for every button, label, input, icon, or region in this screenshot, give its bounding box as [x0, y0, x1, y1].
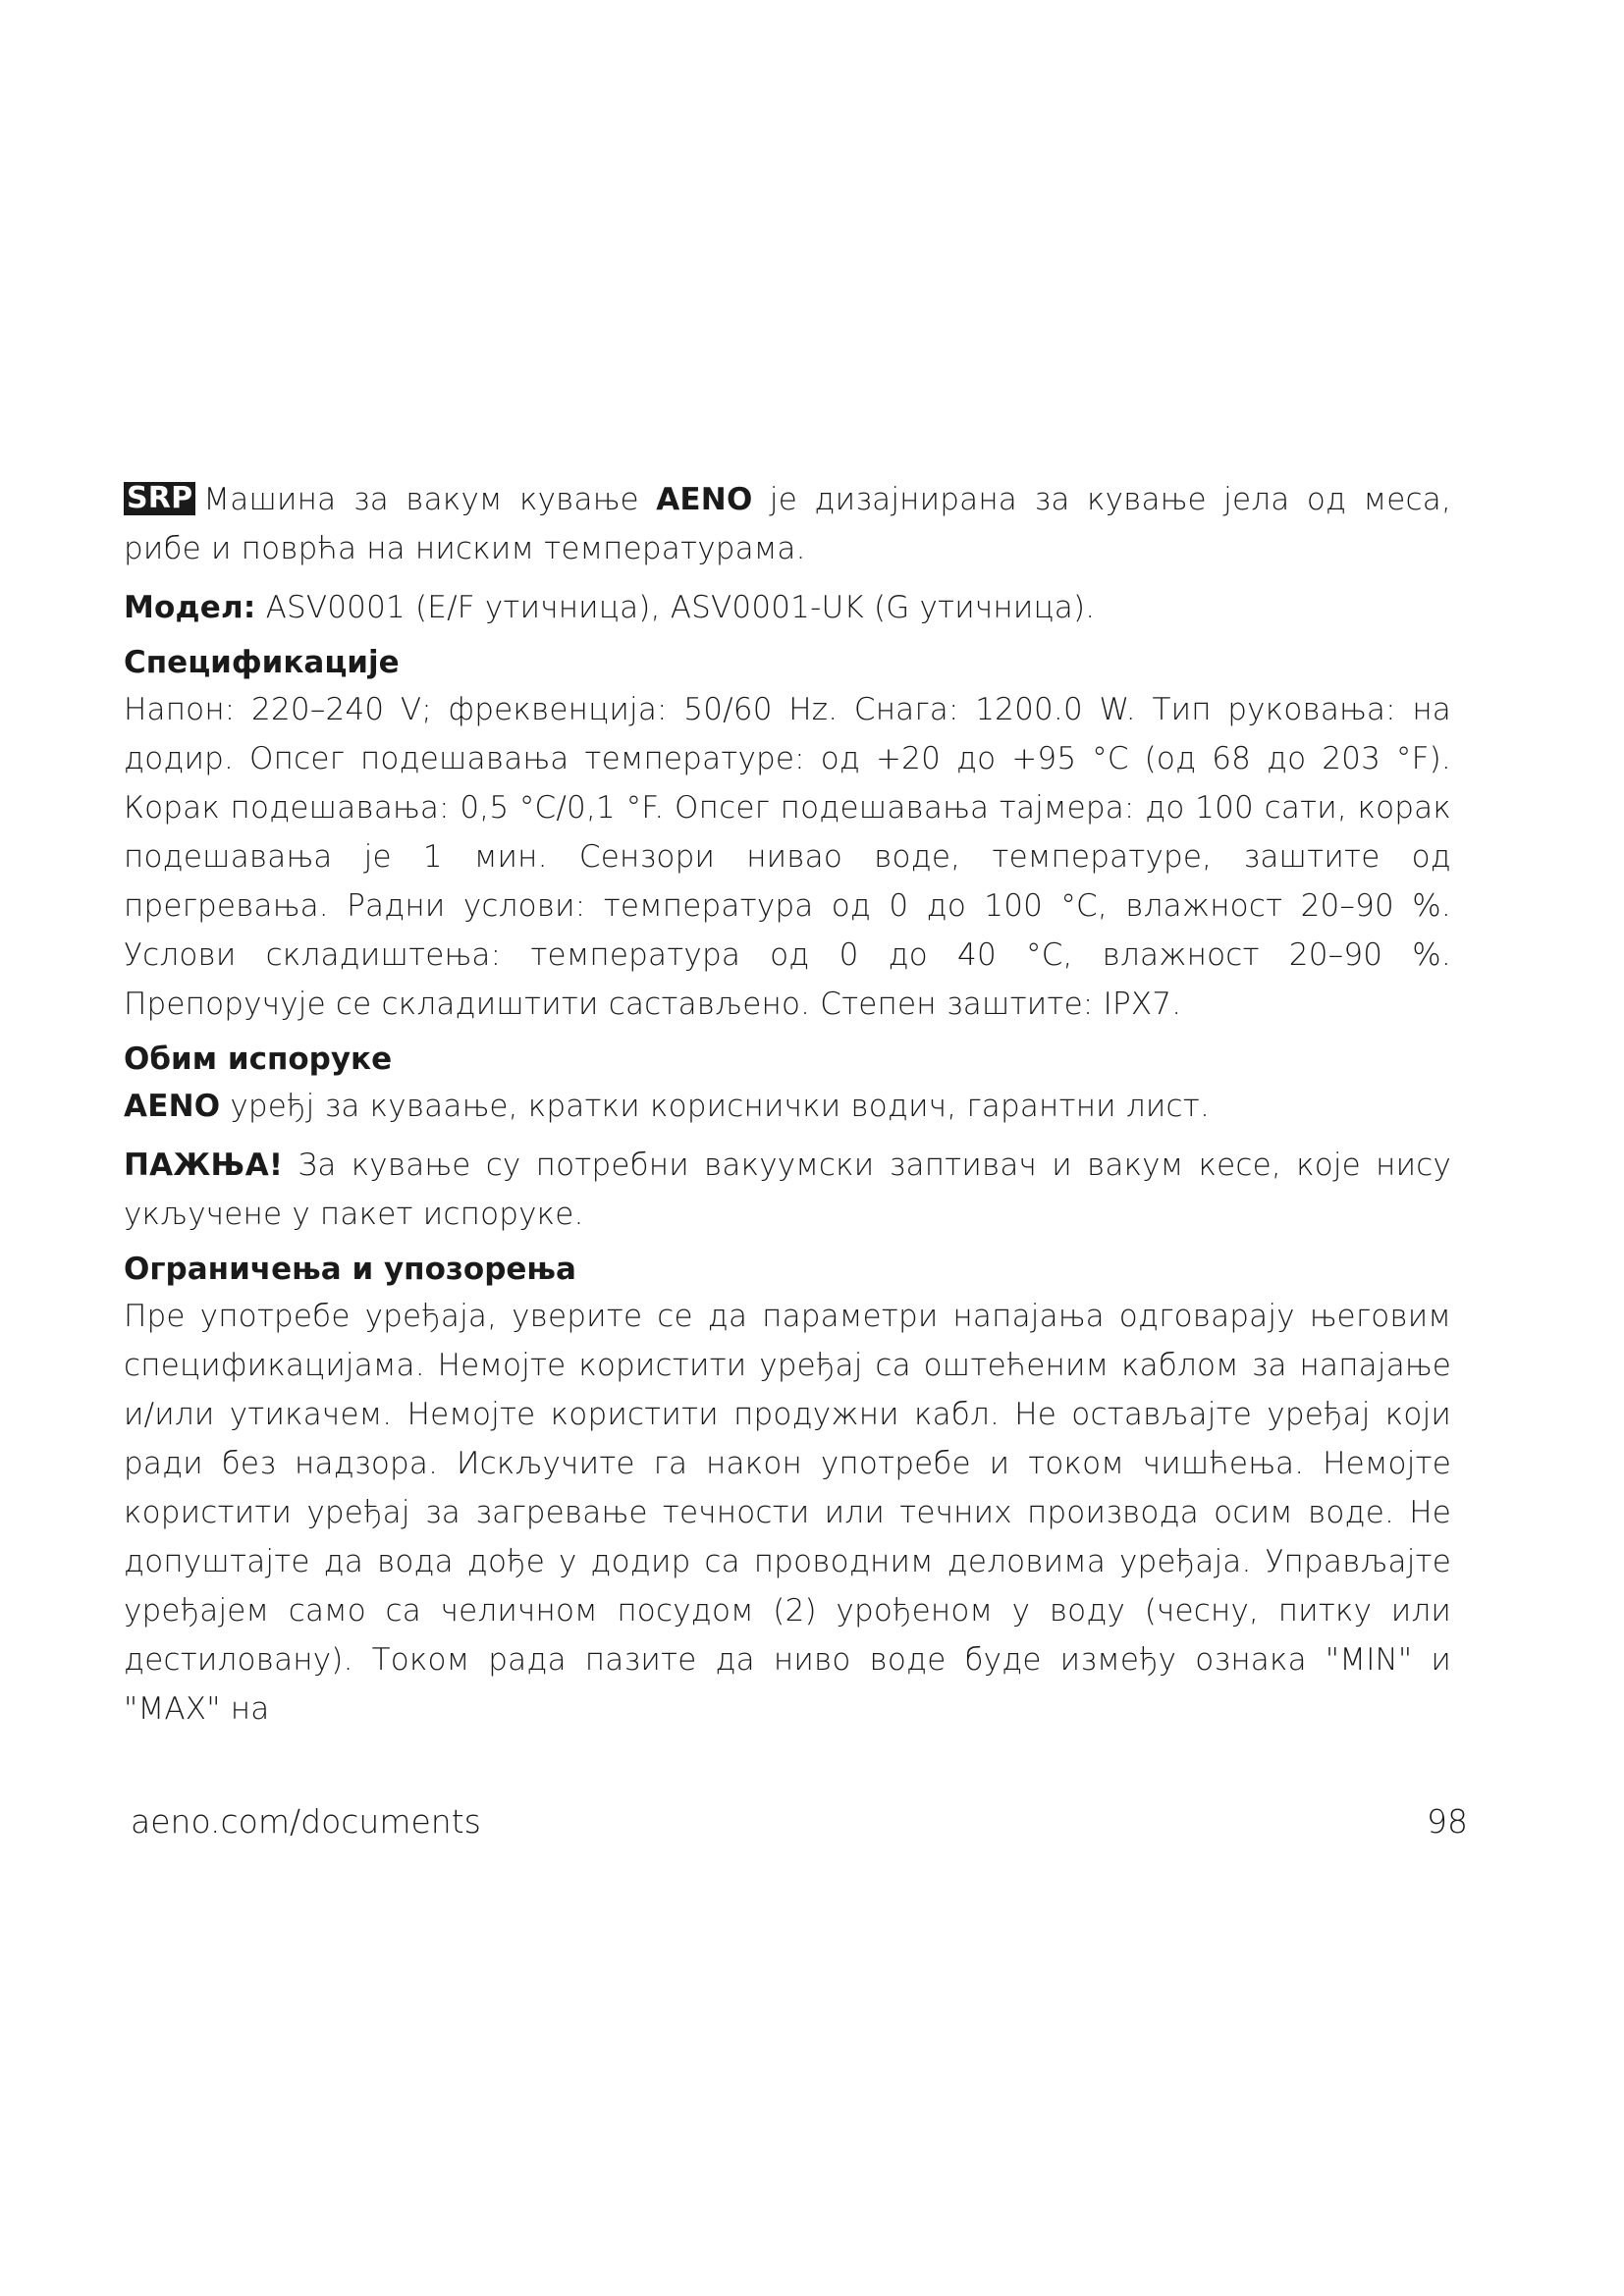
warning-text: За кување су потребни вакуумски заптивач и вакум кесе, које нису укључене у пакет испоруке.	[124, 1148, 1451, 1232]
intro-text-start: Машина за вакум кување	[203, 482, 657, 517]
delivery-heading: Обим испоруке	[124, 1041, 393, 1077]
delivery-paragraph	[124, 1082, 1451, 1131]
model-label: Модел:	[124, 590, 256, 625]
restrictions-heading: Ограничења и упозорења	[124, 1252, 576, 1287]
page-content	[124, 475, 1451, 1734]
language-badge: SRP	[124, 482, 195, 515]
warning-label: ПАЖЊА!	[124, 1148, 284, 1183]
delivery-text: уређј за куваање, кратки кориснички водич, гарантни лист.	[220, 1089, 1210, 1124]
specifications-heading: Спецификације	[124, 645, 400, 680]
intro-brand: AENO	[656, 482, 753, 517]
specifications-text: Напон: 220–240 V; фреквенција: 50/60 Hz. Снага: 1200.0 W. Тип руковања: на додир. Опсег подешавања температуре: од +20 до +95 °C (од 68 до 203 °F). Корак подешавања: 0,5 °C/0,1 °F. Опсег подешавања тајмера: до 100 сати, корак подешавања је 1 мин. Сензори нивао воде, температуре, заштите од прегревања. Радни услови: температура од 0 до 100 °C, влажност 20–90 %. Услови складиштења: температура од 0 до 40 °C, влажност 20–90 %. Препоручује се складиштити састављено. Степен заштите: IPX7.	[124, 692, 1451, 1022]
intro-text-end: је дизајнирана за кување јела од меса, рибе и поврћа на ниским температурама.	[124, 482, 1452, 566]
page-footer	[131, 1802, 1468, 1841]
delivery-brand: AENO	[124, 1089, 221, 1124]
model-value: ASV0001 (E/F утичница), ASV0001-UK (G утичница).	[255, 590, 1096, 625]
restrictions-text: Пре употребе уређаја, уверите се да параметри напајања одговарају његовим спецификацијама. Немојте користити уређај са оштећеним каблом за напајање и/или утикачем. Немојте користити продужни кабл. Не остављајте уређај који ради без надзора. Искључите га након употребе и током чишћења. Немојте користити уређај за загревање течности или течних производа осим воде. Не допуштајте да вода дође у додир са проводним деловима уређаја. Управљајте уређајем само са челичном посудом (2) урођеном у воду (чесну, питку или дестиловану). Током рада пазите да ниво воде буде између ознака "MIN" и "MAX" на	[124, 1299, 1451, 1727]
warning-paragraph	[124, 1141, 1451, 1239]
page-number: 98	[1427, 1802, 1468, 1841]
intro-paragraph	[124, 475, 1451, 573]
model-paragraph	[124, 583, 1451, 632]
footer-url: aeno.com/documents	[131, 1802, 481, 1841]
